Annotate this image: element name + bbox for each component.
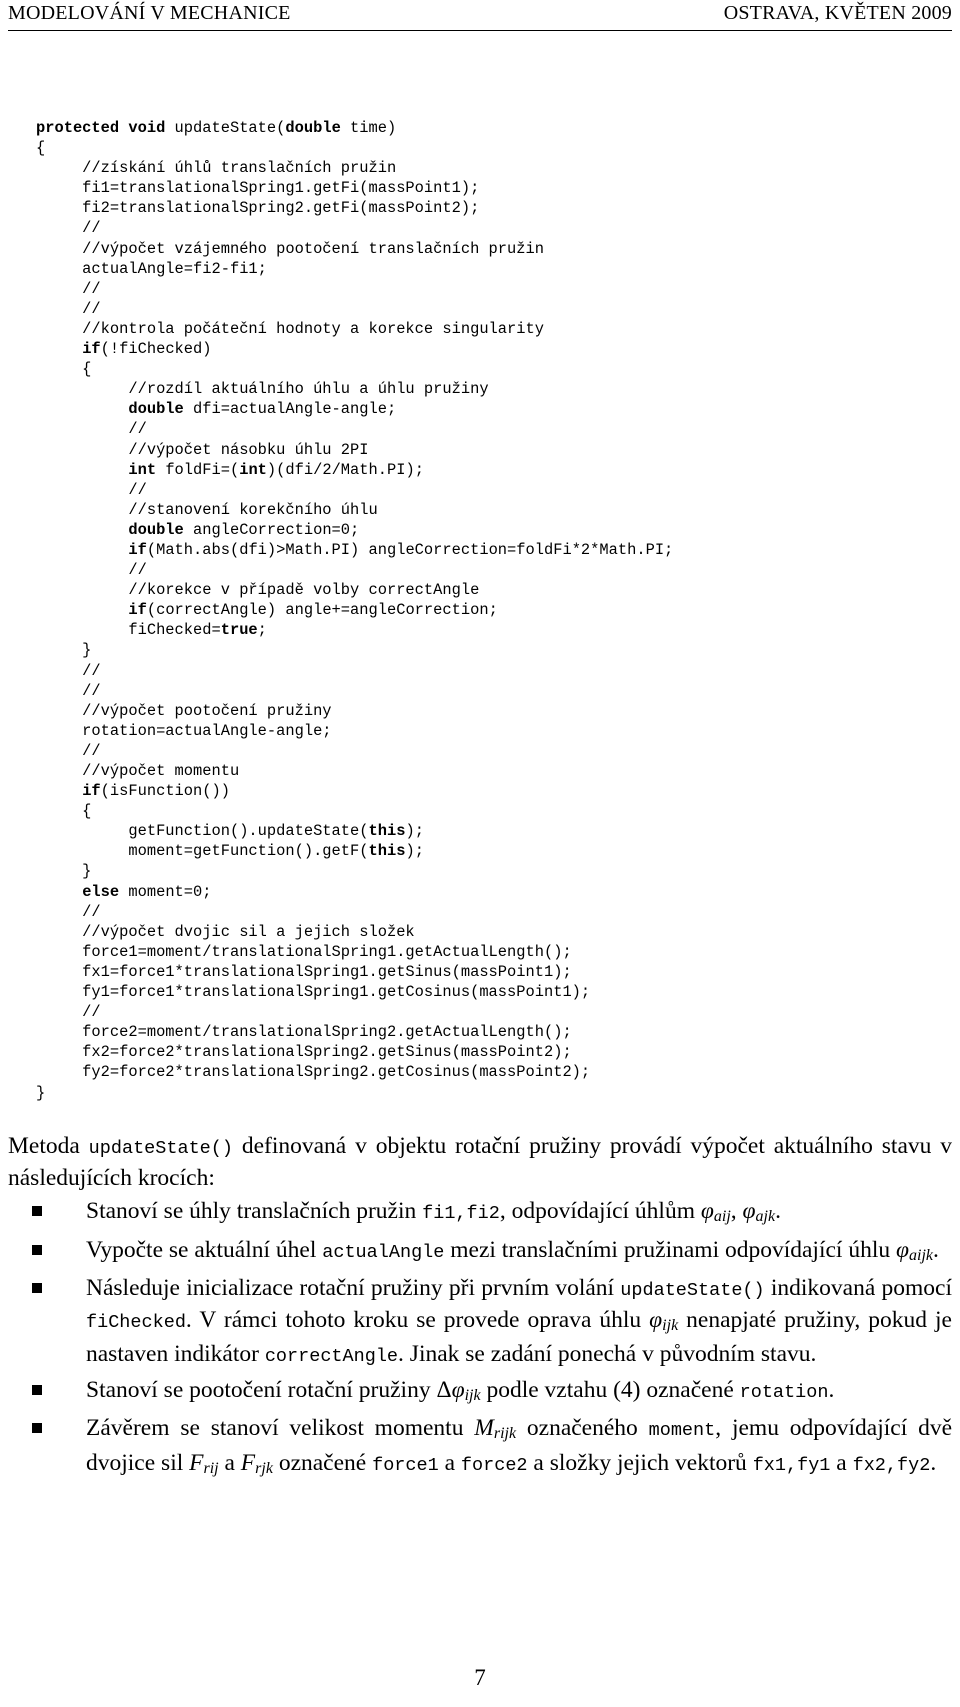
code-keyword: if: [128, 601, 147, 620]
code-line: [36, 721, 673, 741]
code-text: //výpočet momentu: [36, 762, 240, 780]
code-line: [36, 560, 673, 580]
math-symbol: φ: [649, 1306, 663, 1333]
code-line: [36, 319, 673, 339]
list-item: [8, 1274, 952, 1372]
inline-code: fx2,fy2: [852, 1454, 931, 1476]
code-text: )(dfi/2/Math.PI);: [266, 460, 424, 479]
text-run: . V rámci tohoto kroku se provede oprava úhlu: [185, 1306, 650, 1333]
body-text: [8, 1132, 952, 1487]
math-subscript: rijk: [493, 1425, 517, 1442]
code-text: //získání úhlů translačních pružin: [36, 159, 397, 178]
code-text: }: [36, 862, 92, 881]
code-text: dfi=actualAngle-angle;: [183, 400, 397, 419]
math-subscript: rjk: [255, 1459, 273, 1477]
code-text: fi2=translationalSpring2.getFi(massPoint2);: [36, 199, 480, 218]
code-line: [36, 239, 673, 259]
text-run: Stanoví se pootočení rotační pružiny Δ: [86, 1376, 452, 1403]
text-run: a: [218, 1449, 241, 1476]
code-keyword: int: [239, 460, 267, 479]
square-bullet-icon: [32, 1206, 42, 1216]
math-subscript: rij: [203, 1459, 219, 1477]
math-subscript: aij: [713, 1208, 731, 1225]
math-symbol: φ: [451, 1376, 465, 1403]
code-line: [36, 1002, 673, 1022]
code-text: angleCorrection=0;: [183, 520, 360, 539]
code-text: );: [405, 822, 424, 841]
code-line: [36, 982, 673, 1002]
math-symbol: F: [189, 1449, 204, 1476]
code-line: [36, 600, 673, 620]
code-keyword: if: [82, 340, 101, 359]
code-line: [36, 801, 673, 821]
code-text: [36, 400, 128, 418]
header-left-title: MODELOVÁNÍ V MECHANICE: [8, 2, 291, 24]
math-subscript: ijk: [464, 1386, 481, 1404]
list-item: [8, 1414, 952, 1483]
code-text: //: [36, 279, 101, 298]
code-line: [36, 158, 673, 178]
header-right-title: OSTRAVA, KVĚTEN 2009: [723, 2, 952, 24]
text-run: definovaná v objektu rotační pružiny provádí výpočet aktuálního stavu v následujících krocích:: [8, 1133, 952, 1191]
steps-list: [8, 1197, 952, 1483]
math-symbol: F: [240, 1449, 256, 1476]
inline-code: correctAngle: [264, 1346, 399, 1367]
code-line: [36, 500, 673, 520]
code-line: [36, 359, 673, 379]
code-text: force1=moment/translationalSpring1.getActualLength();: [36, 942, 572, 961]
code-text: //: [36, 299, 101, 318]
code-line: [36, 902, 673, 922]
code-line: [36, 821, 673, 841]
code-text: //: [36, 219, 101, 238]
code-text: [36, 541, 128, 559]
code-text: //: [36, 480, 147, 499]
code-text: (isFunction()): [100, 782, 230, 801]
code-line: [36, 178, 673, 198]
inline-code: moment: [648, 1420, 716, 1441]
code-line: [36, 279, 673, 299]
code-text: [36, 782, 82, 800]
inline-code: fiChecked: [86, 1311, 186, 1333]
running-header: [8, 0, 952, 30]
code-line: [36, 399, 673, 419]
code-text: force2=moment/translationalSpring2.getActualLength();: [36, 1023, 572, 1042]
list-item: [8, 1236, 952, 1271]
inline-code: force1: [372, 1454, 439, 1476]
code-text: }: [36, 1083, 46, 1102]
code-line: [36, 480, 673, 500]
code-text: (correctAngle) angle+=angleCorrection;: [146, 601, 498, 620]
text-run: .: [775, 1198, 781, 1224]
code-text: fy1=force1*translationalSpring1.getCosinus(massPoint1);: [36, 983, 591, 1002]
text-run: označené: [272, 1449, 373, 1476]
text-run: .: [828, 1376, 835, 1403]
code-text: fx2=force2*translationalSpring2.getSinus(massPoint2);: [36, 1043, 572, 1062]
inline-code: rotation: [739, 1381, 829, 1403]
text-run: Závěrem se stanoví velikost momentu: [86, 1415, 475, 1441]
code-line: [36, 701, 673, 721]
math-subscript: aijk: [909, 1246, 933, 1264]
code-text: (Math.abs(dfi)>Math.PI) angleCorrection=foldFi*2*Math.PI;: [146, 540, 674, 559]
code-line: [36, 640, 673, 660]
code-keyword: double: [285, 119, 341, 137]
math-subscript: ijk: [662, 1316, 679, 1334]
inline-code: updateState(): [88, 1138, 233, 1159]
code-keyword: if: [128, 540, 147, 559]
code-line: [36, 580, 673, 600]
code-text: (!fiChecked): [100, 340, 212, 359]
code-text: //stanovení korekčního úhlu: [36, 500, 378, 519]
code-text: [36, 461, 128, 479]
code-text: //: [36, 681, 101, 700]
code-text: //výpočet násobku úhlu 2PI: [36, 440, 369, 459]
list-item: [8, 1197, 952, 1232]
code-text: moment=0;: [119, 882, 212, 901]
text-run: .: [930, 1449, 937, 1476]
code-line: [36, 379, 673, 399]
code-text: {: [36, 802, 92, 821]
code-line: [36, 460, 673, 480]
code-text: fi1=translationalSpring1.getFi(massPoint1);: [36, 179, 480, 198]
code-text: //výpočet pootočení pružiny: [36, 701, 332, 720]
code-text: time): [340, 119, 397, 137]
code-line: [36, 339, 673, 359]
code-line: [36, 1022, 673, 1042]
text-run: nenapjaté pružiny, pokud je nastaven indikátor: [86, 1306, 952, 1367]
code-text: fy2=force2*translationalSpring2.getCosinus(massPoint2);: [36, 1063, 591, 1082]
math-subscript: ajk: [755, 1208, 776, 1225]
code-keyword: true: [220, 621, 258, 640]
code-line: [36, 419, 673, 439]
code-text: //výpočet vzájemného pootočení translačních pružin: [36, 239, 544, 258]
code-text: [36, 340, 82, 358]
code-text: //: [36, 420, 147, 439]
code-text: ;: [257, 621, 267, 640]
square-bullet-icon: [32, 1423, 42, 1433]
code-line: [36, 299, 673, 319]
code-keyword: double: [128, 400, 184, 419]
math-symbol: M: [474, 1415, 494, 1441]
code-text: {: [36, 360, 92, 379]
code-line: [36, 962, 673, 982]
text-run: označeného: [516, 1415, 649, 1441]
code-text: //kontrola počáteční hodnoty a korekce singularity: [36, 319, 544, 338]
text-run: podle vztahu (4) označené: [480, 1376, 740, 1403]
code-keyword: this: [368, 842, 406, 861]
text-run: mezi translačními pružinami odpovídající úhlu: [444, 1236, 896, 1263]
code-text: [36, 521, 128, 539]
text-run: , jemu odpovídající dvě dvojice sil: [86, 1415, 952, 1476]
text-run: Metoda: [8, 1133, 89, 1159]
square-bullet-icon: [32, 1245, 42, 1255]
code-text: //rozdíl aktuálního úhlu a úhlu pružiny: [36, 380, 489, 399]
code-line: [36, 741, 673, 761]
text-run: a složky jejich vektorů: [527, 1449, 753, 1476]
intro-paragraph: [8, 1132, 952, 1193]
code-line: [36, 781, 673, 801]
code-text: fx1=force1*translationalSpring1.getSinus(massPoint1);: [36, 962, 572, 981]
code-line: [36, 620, 673, 640]
text-run: indikovaná pomocí: [764, 1275, 952, 1301]
code-line: [36, 1083, 673, 1103]
code-line: [36, 942, 673, 962]
code-line: [36, 861, 673, 881]
code-line: [36, 761, 673, 781]
code-keyword: else: [82, 882, 120, 901]
code-line: [36, 118, 673, 138]
code-keyword: double: [128, 520, 184, 539]
inline-code: actualAngle: [322, 1241, 445, 1263]
code-text: //: [36, 661, 101, 680]
text-run: Následuje inicializace rotační pružiny při prvním volání: [86, 1275, 621, 1301]
code-text: getFunction().updateState(: [36, 822, 369, 841]
list-item: [8, 1376, 952, 1411]
code-text: updateState(: [165, 119, 286, 137]
page-number: 7: [474, 1665, 486, 1690]
text-run: a: [830, 1449, 853, 1476]
inline-code: updateState(): [620, 1280, 765, 1301]
code-line: [36, 1062, 673, 1082]
code-text: }: [36, 641, 92, 660]
code-text: rotation=actualAngle-angle;: [36, 721, 332, 740]
code-keyword: this: [368, 822, 406, 841]
code-text: //: [36, 741, 101, 760]
code-text: //: [36, 902, 101, 921]
math-symbol: φ: [895, 1236, 909, 1263]
square-bullet-icon: [32, 1283, 42, 1293]
header-rule: [8, 30, 952, 31]
code-keyword: if: [82, 782, 101, 801]
text-run: Stanoví se úhly translačních pružin: [86, 1198, 423, 1224]
text-run: . Jinak se zadání ponechá v původním stavu.: [398, 1341, 817, 1367]
code-text: actualAngle=fi2-fi1;: [36, 259, 267, 278]
inline-code: force2: [460, 1454, 528, 1476]
code-keyword: protected void: [36, 119, 166, 137]
code-line: [36, 661, 673, 681]
square-bullet-icon: [32, 1385, 42, 1395]
code-text: [36, 883, 82, 901]
text-run: ,: [730, 1198, 743, 1224]
code-line: [36, 520, 673, 540]
code-line: [36, 681, 673, 701]
code-line: [36, 841, 673, 861]
code-keyword: int: [128, 460, 157, 479]
code-line: [36, 218, 673, 238]
code-text: {: [36, 139, 46, 158]
math-symbol: φ: [700, 1198, 714, 1224]
code-text: [36, 601, 128, 619]
code-text: //: [36, 561, 147, 580]
code-line: [36, 922, 673, 942]
code-text: //: [36, 1003, 101, 1022]
code-text: foldFi=(: [156, 460, 240, 479]
text-run: , odpovídající úhlům: [499, 1198, 701, 1224]
code-line: [36, 882, 673, 902]
code-text: moment=getFunction().getF(: [36, 842, 369, 861]
code-line: [36, 138, 673, 158]
inline-code: fi1,fi2: [422, 1203, 500, 1224]
inline-code: fx1,fy1: [752, 1454, 831, 1476]
math-symbol: φ: [742, 1198, 756, 1224]
code-text: //výpočet dvojic sil a jejich složek: [36, 922, 415, 941]
code-text: //korekce v případě volby correctAngle: [36, 581, 480, 600]
code-line: [36, 259, 673, 279]
code-line: [36, 198, 673, 218]
code-line: [36, 1042, 673, 1062]
code-line: [36, 440, 673, 460]
text-run: Vypočte se aktuální úhel: [86, 1236, 323, 1263]
code-listing: [36, 118, 673, 1103]
text-run: .: [933, 1236, 939, 1263]
text-run: a: [438, 1449, 461, 1476]
code-text: fiChecked=: [36, 621, 221, 640]
code-text: );: [405, 842, 424, 861]
code-line: [36, 540, 673, 560]
